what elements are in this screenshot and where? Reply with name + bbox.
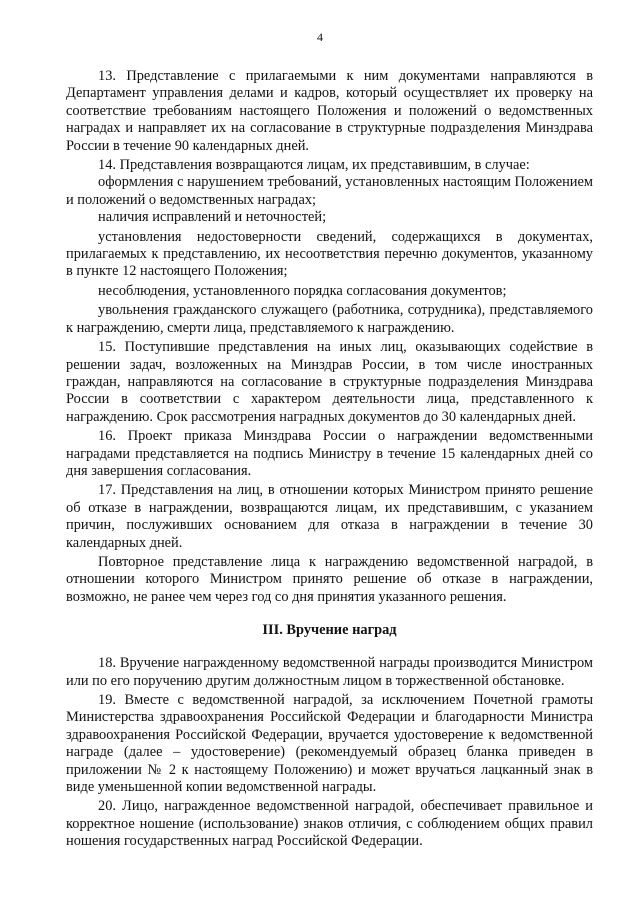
list-item-violations: оформления с нарушением требований, установленных настоящим Положением и положений о ведомственных наградах; (66, 174, 593, 208)
paragraph-17: 17. Представления на лиц, в отношении которых Министром принято решение об отказе в награждении, возвращаются лицам, их представившим, с указанием причин, послуживших основанием для отказа в награждении в течение 30 календарных дней. (66, 482, 593, 551)
document-body (66, 68, 593, 851)
section-heading: III. Вручение наград (262, 622, 397, 639)
page-number: 4 (317, 30, 323, 44)
paragraph-13: 13. Представление с прилагаемыми к ним документами направляются в Департамент управления делами и кадров, который осуществляет их проверку на соответствие требованиям настоящего Положения и положений о ведомственных наградах и направляет их на согласование в структурные подразделения Минздрава России в течение 90 календарных дней. (66, 68, 593, 154)
paragraph-repeat-submission: Повторное представление лица к награждению ведомственной наградой, в отношении которого Министром принято решение об отказе в награждении, возможно, не ранее чем через год со дня принятия указанного решения. (66, 553, 593, 605)
paragraph-15: 15. Поступившие представления на иных лиц, оказывающих содействие в решении задач, возложенных на Минздрав России, в том числе иностранных граждан, направляются на согласование в структурные подразделения Минздрава России в соответствии с характером деятельности лица, представленного к награждению. Срок рассмотрения наградных документов до 30 календарных дней. (66, 339, 593, 425)
list-item-procedure: несоблюдения, установленного порядка согласования документов; (98, 282, 507, 299)
paragraph-20: 20. Лицо, награжденное ведомственной наградой, обеспечивает правильное и корректное ношение (использование) знаков отличия, с соблюдением общих правил ношения государственных наград Российской Федерации. (66, 798, 593, 850)
paragraph-18: 18. Вручение награжденному ведомственной награды производится Министром или по его поручению другим должностным лицом в торжественной обстановке. (66, 655, 593, 689)
list-item-corrections: наличия исправлений и неточностей; (98, 209, 327, 226)
paragraph-16: 16. Проект приказа Минздрава России о награждении ведомственными наградами представляется на подпись Министру в течение 15 календарных дней со дня завершения согласования. (66, 428, 593, 479)
list-item-inaccuracy: установления недостоверности сведений, содержащихся в документах, прилагаемых к представлению, их несоответствия перечню документов, указанному в пункте 12 настоящего Положения; (66, 228, 593, 280)
paragraph-14: 14. Представления возвращаются лицам, их представившим, в случае: (98, 157, 530, 174)
paragraph-19: 19. Вместе с ведомственной наградой, за исключением Почетной грамоты Министерства здравоохранения Российской Федерации и благодарности Министра здравоохранения Российской Федерации, вручается удостоверение к ведомственной награде (далее – удостоверение) (рекомендуемый образец бланка приведен в приложении № 2 к настоящему Положению) и может вручаться лацканный знак в виде уменьшенной копии ведомственной награды. (66, 692, 593, 796)
list-item-dismissal: увольнения гражданского служащего (работника, сотрудника), представляемого к награждению, смерти лица, представляемого к награждению. (66, 302, 593, 336)
